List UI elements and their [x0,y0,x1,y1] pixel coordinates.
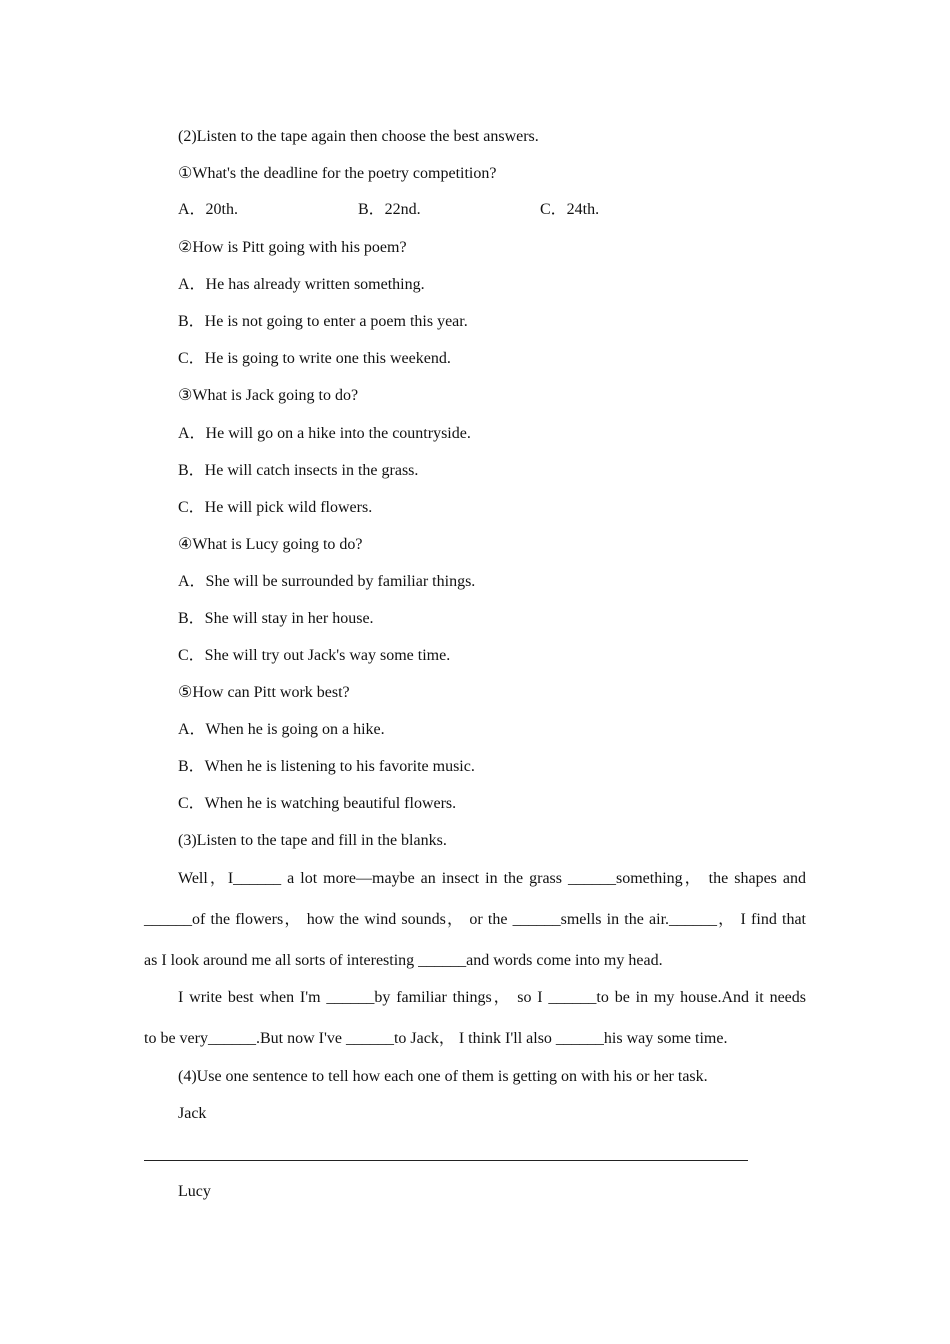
fill-blank-line: I write best when I'm ______by familiar things， so I ______to be in my house.And it needs [178,989,806,1006]
section-4-heading: (4)Use one sentence to tell how each one of them is getting on with his or her task. [178,1068,708,1085]
option-c: C．She will try out Jack's way some time. [178,647,451,664]
section-3-heading: (3)Listen to the tape and fill in the blanks. [178,832,447,849]
fill-blank-line: to be very______.But now I've ______to Jack， I think I'll also ______his way some time. [144,1030,728,1047]
option-a: A．He has already written something. [178,276,425,293]
name-label-lucy: Lucy [178,1183,211,1200]
option-a: A．When he is going on a hike. [178,721,385,738]
section-2-heading: (2)Listen to the tape again then choose the best answers. [178,128,539,145]
option-a: A．She will be surrounded by familiar things. [178,573,476,590]
option-c: C．He will pick wild flowers. [178,499,373,516]
option-b: B．She will stay in her house. [178,610,374,627]
fill-blank-line: Well，I______ a lot more—maybe an insect in the grass ______something， the shapes and [178,870,807,887]
name-label-jack: Jack [178,1105,207,1122]
option-c: C．When he is watching beautiful flowers. [178,795,457,812]
question-1-options [178,200,778,220]
option-b: B．22nd. [358,201,421,218]
option-c: C．He is going to write one this weekend. [178,350,451,367]
option-c: C．24th. [540,201,600,218]
fill-blank-line: ______of the flowers， how the wind sounds， or the ______smells in the air.______， I find that [144,911,806,928]
question-1: ①What's the deadline for the poetry competition? [178,165,497,182]
question-5: ⑤How can Pitt work best? [178,684,350,701]
question-4: ④What is Lucy going to do? [178,536,363,553]
option-b: B．When he is listening to his favorite music. [178,758,475,775]
question-2: ②How is Pitt going with his poem? [178,239,407,256]
option-a: A．20th. [178,201,239,218]
option-b: B．He is not going to enter a poem this year. [178,313,468,330]
option-b: B．He will catch insects in the grass. [178,462,419,479]
question-3: ③What is Jack going to do? [178,387,359,404]
answer-line[interactable] [144,1160,748,1161]
option-a: A．He will go on a hike into the countryside. [178,425,471,442]
fill-blank-line: as I look around me all sorts of interesting ______and words come into my head. [144,952,663,969]
